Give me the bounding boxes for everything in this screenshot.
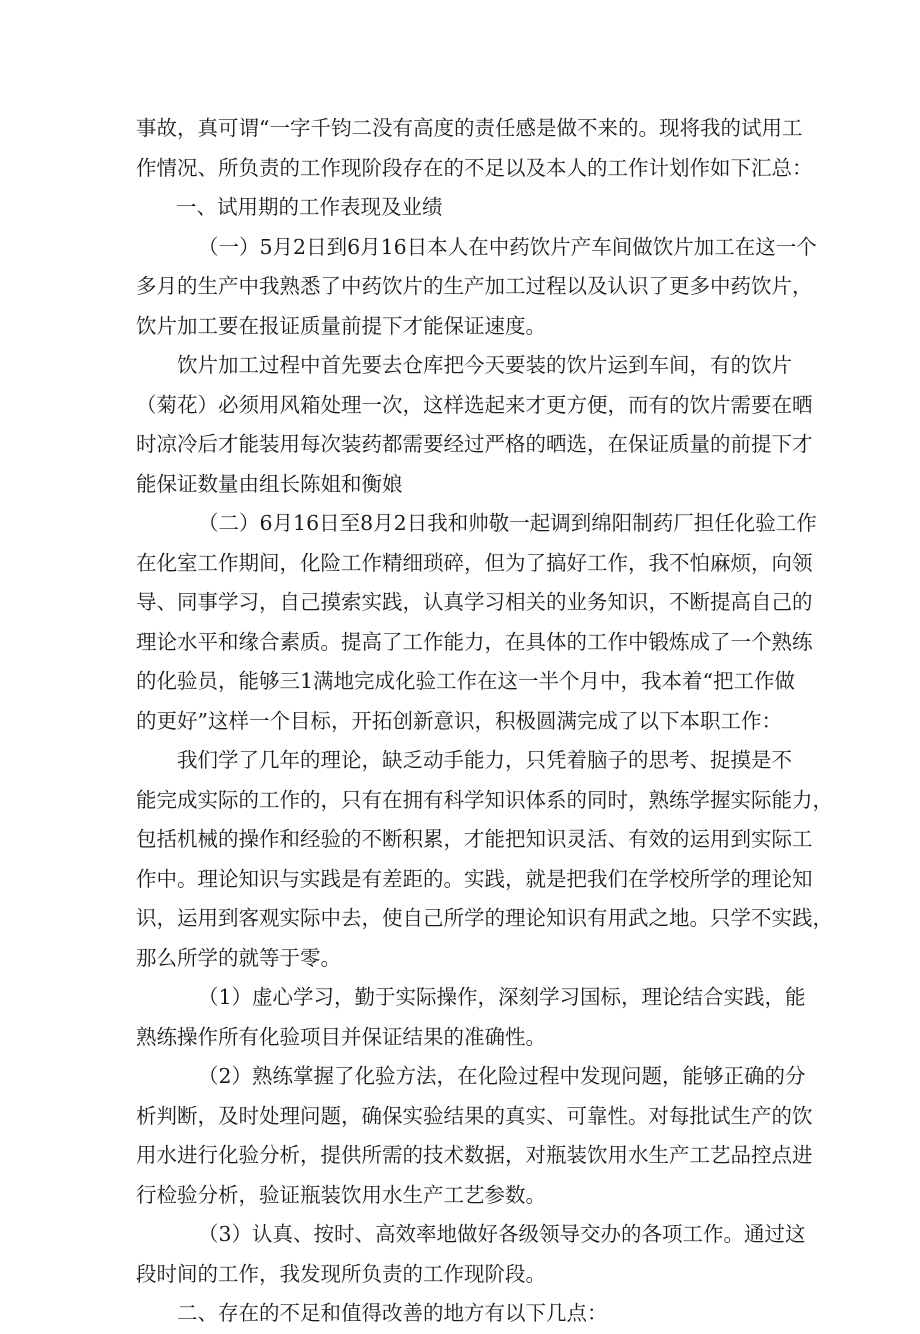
section-heading: 二、存在的不足和值得改善的地方有以下几点： <box>177 1301 608 1325</box>
text-line: 析判断，及时处理问题，确保实验结果的真实、可靠性。对每批试生产的饮 <box>136 1103 813 1128</box>
text-line: 包括机械的操作和经验的不断积累，才能把知识灵活、有效的运用到实际工 <box>136 827 813 851</box>
text-line: （3）认真、按时、高效率地做好各级领导交办的各项工作。通过这 <box>198 1222 806 1246</box>
text-line: （一）5月2日到6月16日本人在中药饮片产车间做饮片加工在这一个 <box>198 234 817 259</box>
text-line: 用水进行化验分析，提供所需的技术数据，对瓶装饮用水生产工艺品控点进 <box>136 1143 813 1167</box>
text-line: 作情况、所负责的工作现阶段存在的不足以及本人的工作计划作如下汇总： <box>136 155 813 180</box>
text-line: 我们学了几年的理论，缺乏动手能力，只凭着脑子的思考、捉摸是不 <box>177 748 792 772</box>
text-line: 导、同事学习，自己摸索实践，认真学习相关的业务知识，不断提高自己的 <box>136 590 813 614</box>
text-line: 时凉冷后才能装用每次装药都需要经过严格的晒选，在保证质量的前提下才 <box>136 432 813 456</box>
text-line: 识，运用到客观实际中去，使自己所学的理论知识有用武之地。只学不实践， <box>136 906 833 930</box>
text-line: 熟练操作所有化验项目并保证结果的准确性。 <box>136 1024 546 1049</box>
text-line: 在化室工作期间，化险工作精细琐碎，但为了搞好工作，我不怕麻烦，向领 <box>136 550 813 575</box>
text-line: 能完成实际的工作的，只有在拥有科学知识体系的同时，熟练学握实际能力， <box>136 787 833 812</box>
section-heading: 一、试用期的工作表现及业绩 <box>176 195 443 219</box>
text-line: 的化验员，能够三1满地完成化验工作在这一半个月中，我本着“把工作做 <box>136 669 796 693</box>
text-line: （二）6月16日至8月2日我和帅敬一起调到绵阳制药厂担任化验工作 <box>198 511 817 535</box>
text-line: 饮片加工要在报证质量前提下才能保证速度。 <box>136 313 546 338</box>
text-line: 的更好”这样一个目标，开拓创新意识，积极圆满完成了以下本职工作： <box>136 708 782 733</box>
text-line: 作中。理论知识与实践是有差距的。实践，就是把我们在学校所学的理论知 <box>136 866 813 891</box>
text-line: 那么所学的就等于零。 <box>136 945 341 970</box>
text-line: 能保证数量由组长陈姐和衡娘 <box>136 471 403 496</box>
text-line: 段时间的工作，我发现所负责的工作现阶段。 <box>136 1261 546 1286</box>
text-line: 多月的生产中我熟悉了中药饮片的生产加工过程以及认识了更多中药饮片， <box>136 274 813 298</box>
text-line: 事故，真可谓“一字千钧二没有高度的责任感是做不来的。现将我的试用工 <box>136 116 803 140</box>
text-line: 行检验分析，验证瓶装饮用水生产工艺参数。 <box>136 1182 546 1207</box>
text-line: 饮片加工过程中首先要去仓库把今天要装的饮片运到车间，有的饮片 <box>177 353 792 377</box>
text-line: 理论水平和缘合素质。提高了工作能力，在具体的工作中锻炼成了一个熟练 <box>136 629 813 654</box>
document-body <box>136 109 833 1334</box>
text-line: （2）熟练掌握了化验方法，在化险过程中发现问题，能够正确的分 <box>198 1064 806 1088</box>
text-line: （菊花）必须用风箱处理一次，这样选起来才更方便，而有的饮片需要在晒 <box>136 392 813 417</box>
text-line: （1）虚心学习，勤于实际操作，深刻学习国标，理论结合实践，能 <box>198 985 806 1009</box>
